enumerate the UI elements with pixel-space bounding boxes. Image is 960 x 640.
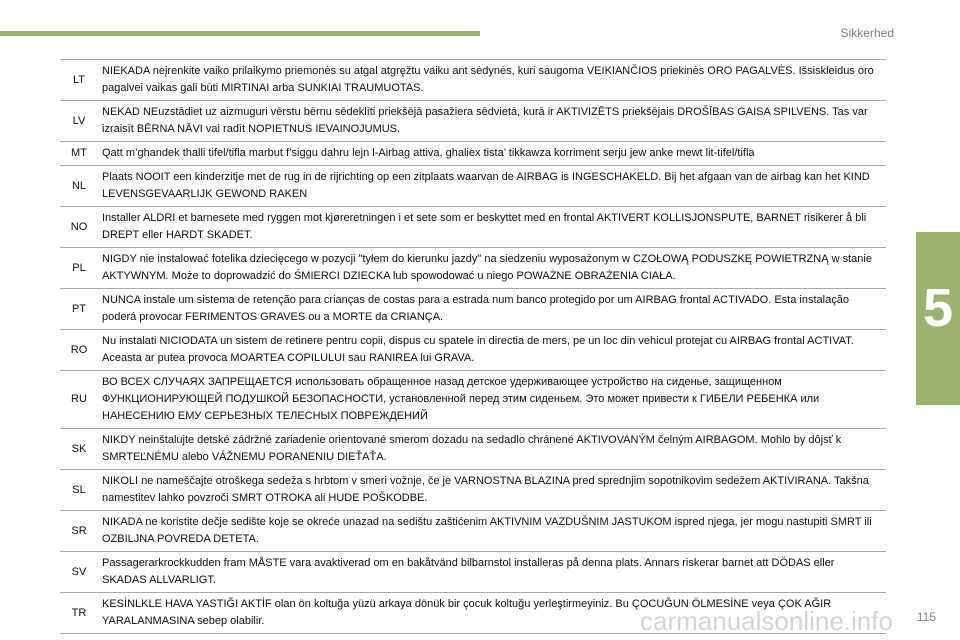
table-row bbox=[60, 289, 886, 330]
page-number: 115 bbox=[916, 610, 936, 624]
language-code: SR bbox=[71, 524, 87, 537]
section-title: Sikkerhed bbox=[840, 26, 894, 40]
warning-text: ВО ВСЕХ СЛУЧАЯХ ЗАПРЕЩАЕТСЯ использовать обращенное назад детское удерживающее устройство на сиденье, защищенном ФУНКЦИОНИРУЮЩЕЙ ПОДУШКОЙ БЕЗОПАСНОСТИ, установленной перед этим сиденьем. Это может привести к ГИБЕЛИ РЕБЕНКА или НАНЕСЕНИЮ ЕМУ СЕРЬЕЗНЫХ ТЕЛЕСНЫХ ПОВРЕЖДЕНИЙ bbox=[102, 376, 820, 422]
table-row bbox=[60, 330, 886, 371]
language-code: SK bbox=[71, 442, 87, 455]
language-code: SL bbox=[72, 483, 86, 496]
table-row bbox=[60, 101, 886, 142]
language-code: PT bbox=[71, 302, 87, 315]
table-row bbox=[60, 142, 886, 166]
warning-text: Plaats NOOIT een kinderzitje met de rug in de rijrichting op een zitplaats waarvan de AIRBAG is INGESCHAKELD. Bij het afgaan van de airbag kan het KIND LEVENSGEVAARLIJK GEWOND RAKEN bbox=[102, 171, 870, 200]
warning-text: NIKADA ne koristite dečje sedište koje se okreće unazad na sedištu zaštićenim AKTIVNIM VAZDUŠNIM JASTUKOM ispred njega, jer mogu nastupiti SMRT ili OZBILJNA POVREDA DETETA. bbox=[102, 516, 872, 545]
table-row bbox=[60, 371, 886, 429]
warning-text: NIEKADA neįrenkite vaiko prilaikymo priemonės su atgal atgręžtu vaiku ant sėdynės, kuri saugoma VEIKIANČIOS priekinės ORO PAGALVĖS. Išsiskleidus oro pagalvei vaikas gali būti MIRTINAI arba SUNKIAI TRAUMUOTAS. bbox=[102, 65, 874, 94]
warning-text: Installer ALDRI et barnesete med ryggen mot kjøreretningen i et sete som er beskyttet med en frontal AKTIVERT KOLLISJONSPUTE, BARNET risikerer å bli DREPT eller HARDT SKADET. bbox=[102, 212, 867, 241]
warning-text: Nu instalati NICIODATA un sistem de retinere pentru copii, dispus cu spatele in directia de mers, pe un loc din vehicul protejat cu AIRBAG frontal ACTIVAT. Aceasta ar putea provoca MOARTEA COPILULUI sau RANIREA lui GRAVA. bbox=[102, 335, 854, 364]
table-row bbox=[60, 429, 886, 470]
language-code: SV bbox=[71, 565, 87, 578]
language-code: NL bbox=[71, 179, 87, 192]
warning-text: NUNCA instale um sistema de retenção para crianças de costas para a estrada num banco protegido por um AIRBAG frontal ACTIVADO. Esta instalação poderá provocar FERIMENTOS GRAVES ou a MORTE da CRIANÇA. bbox=[102, 294, 849, 323]
warning-text: KESİNLKLE HAVA YASTIĞI AKTİF olan ön koltuğa yüzü arkaya dönük bir çocuk koltuğu yerleştirmeyiniz. Bu ÇOCUĞUN ÖLMESİNE veya ÇOK AĞIR YARALANMASINA sebep olabilir. bbox=[102, 598, 832, 627]
chapter-number: 5 bbox=[922, 278, 954, 338]
table-row bbox=[60, 60, 886, 101]
warning-text: NEKAD NEuzstādiet uz aizmuguri vērstu bērnu sēdeklīti priekšējā pasažiera sēdvietā, kurā ir AKTIVIZĒTS priekšējais DROŠĪBAS GAISA SPILVENS. Tas var izraisīt BĒRNA NĀVI vai radīt NOPIETNUS IEVAINOJUMUS. bbox=[102, 106, 868, 135]
header-accent-bar bbox=[0, 31, 480, 36]
table-row bbox=[60, 470, 886, 511]
warning-text: NIGDY nie instalować fotelika dziecięcego w pozycji "tyłem do kierunku jazdy" na siedzeniu wyposażonym w CZOŁOWĄ PODUSZKĘ POWIETRZNĄ w stanie AKTYWNYM. Może to doprowadzić do ŚMIERCI DZIECKA lub spowodować u niego POWAŻNE OBRAŻENIA CIAŁA. bbox=[102, 253, 872, 282]
warning-text: NIKOLI ne nameščajte otroškega sedeža s hrbtom v smeri vožnje, če je VARNOSTNA BLAZINA pred sprednjim sopotnikovim sedežem AKTIVIRANA. Takšna namestitev lahko povzroči SMRT OTROKA ali HUDE POŠKODBE. bbox=[102, 475, 869, 504]
language-code: TR bbox=[71, 606, 87, 619]
language-code: MT bbox=[71, 147, 87, 159]
warnings-table bbox=[60, 59, 886, 634]
language-code: RU bbox=[71, 393, 87, 405]
warning-text: NIKDY neinštalujte detské zádržné zariadenie orientované smerom dozadu na sedadlo chránené AKTIVOVANÝM čelným AIRBAGOM. Mohlo by dôjsť k SMRTEĽNÉMU alebo VÁŽNEMU PORANENIU DIEŤAŤA. bbox=[102, 434, 842, 463]
table-row bbox=[60, 207, 886, 248]
language-code: PL bbox=[72, 261, 86, 274]
table-row bbox=[60, 511, 886, 552]
table-row bbox=[60, 248, 886, 289]
warning-text: Passagerarkrockkudden fram MÅSTE vara avaktiverad om en bakåtvänd bilbarnstol installeras på denna plats. Annars riskerar barnet att DÖDAS eller SKADAS ALLVARLIGT. bbox=[102, 557, 835, 586]
language-code: RO bbox=[70, 343, 88, 356]
language-code: LT bbox=[72, 73, 86, 86]
warning-text: Qatt m’ghandek thalli tifel/tifla marbut f’siggu dahru lejn l-Airbag attiva, ghaliex tista’ tikkawza korriment serju jew anke mewt lit-tifel/tifla bbox=[102, 147, 755, 159]
language-code: NO bbox=[70, 220, 88, 233]
table-row bbox=[60, 166, 886, 207]
watermark: carmanualsonline.info bbox=[640, 606, 893, 636]
warnings-table-body bbox=[60, 60, 886, 634]
language-code: LV bbox=[72, 114, 86, 127]
table-row bbox=[60, 552, 886, 593]
